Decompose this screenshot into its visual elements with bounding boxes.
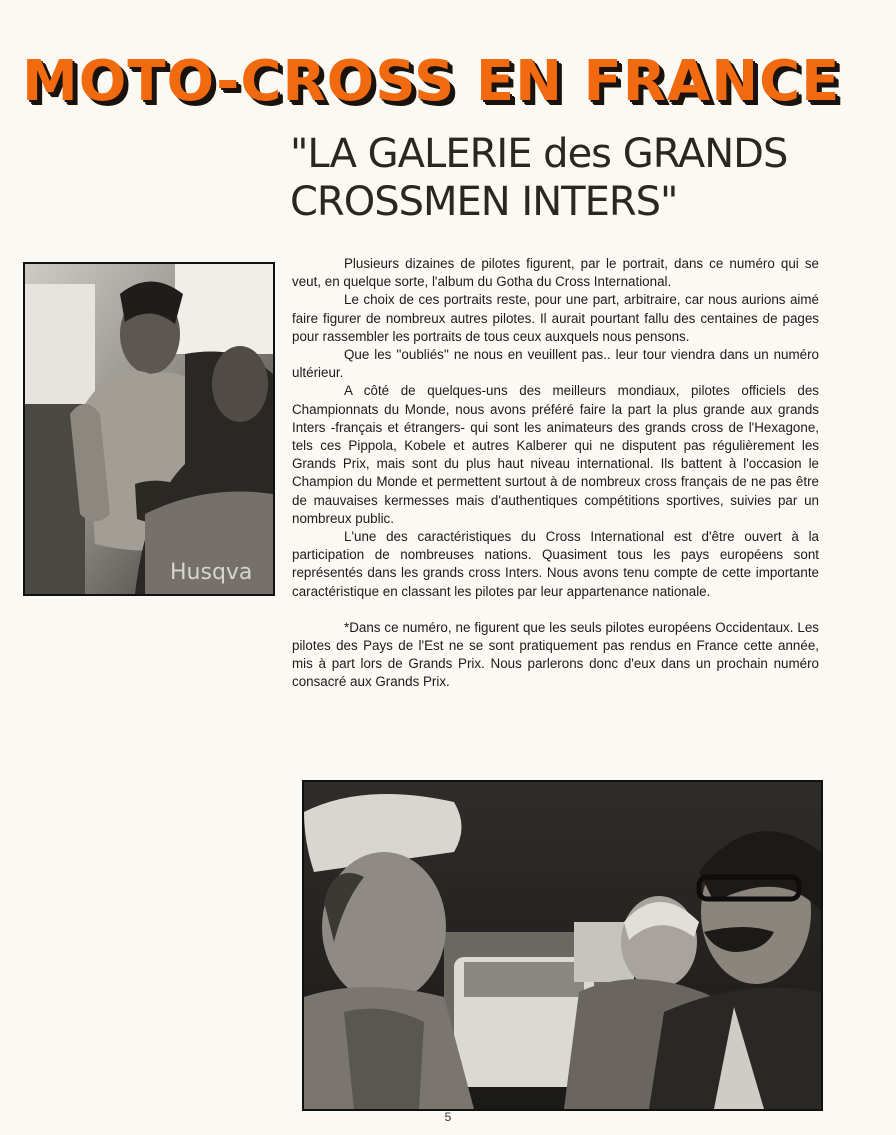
article-paragraph: L'une des caractéristiques du Cross International est d'être ouvert à la participation de nombreuses nations. Quasiment tous les pays européens sont représentés dans les grands cross Inters. Nous avons tenu compte de cette importante caractéristique en classant les pilotes par leur appartenance nationale. xyxy=(292,529,819,599)
article-paragraph: A côté de quelques-uns des meilleurs mondiaux, pilotes officiels des Championnats du Monde, nous avons préféré faire la part la plus grande aux grands Inters -français et étrangers- qui sont les animateurs des grands cross de l'Hexagone, tels ces Pippola, Kobele et autres Kalberer qui ne disputent pas régulièrement les Grands Prix, mais sont du plus haut niveau international. Ils battent à l'occasion le Champion du Monde et permettent surtout à de nombreux cross français de ne pas être de mauvaises kermesses mais d'authentiques compétitions sportives, suivies par un nombreux public. xyxy=(292,383,819,526)
page-number: 5 xyxy=(444,1110,452,1124)
rider-portrait-photo xyxy=(23,262,275,596)
article-paragraph: Le choix de ces portraits reste, pour une part, arbitraire, car nous aurions aimé faire figurer de nombreux autres pilotes. Il aurait pourtant fallu des centaines de pages pour rassembler les portraits de tous ceux auxquels nous pensons. xyxy=(292,292,819,344)
page-subtitle: "LA GALERIE des GRANDS CROSSMEN INTERS" xyxy=(290,131,788,225)
paddock-photo xyxy=(302,780,823,1111)
article-paragraph: Plusieurs dizaines de pilotes figurent, par le portrait, dans ce numéro qui se veut, en quelque sorte, l'album du Gotha du Cross International. xyxy=(292,256,819,290)
article-paragraph: Que les ''oubliés'' ne nous en veuillent pas.. leur tour viendra dans un numéro ultérieur. xyxy=(292,347,819,381)
article-body xyxy=(292,255,819,692)
page-title: MOTO-CROSS EN FRANCE xyxy=(22,49,841,114)
husqvarna-watermark: Husqva xyxy=(170,560,253,585)
article-footnote: *Dans ce numéro, ne figurent que les seuls pilotes européens Occidentaux. Les pilotes des Pays de l'Est ne se sont pratiquement pas rendus en France cette année, mis à part lors de Grands Prix. Nous parlerons donc d'eux dans un prochain numéro consacré aux Grands Prix. xyxy=(292,619,819,690)
